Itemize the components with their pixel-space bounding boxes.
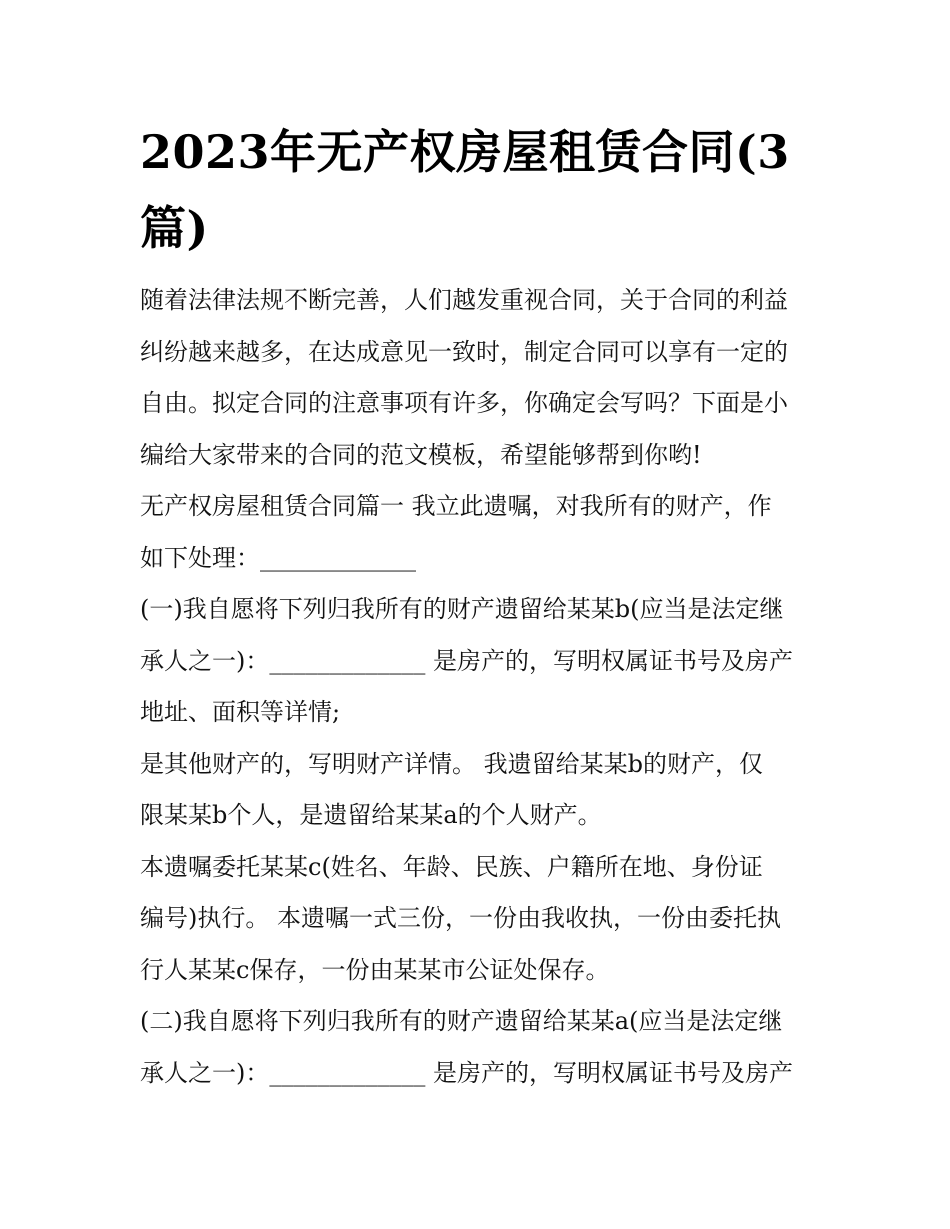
title-line-1: 2023年无产权房屋租赁合同(3 [140,125,790,179]
body-line: 编号)执行。 本遗嘱一式三份，一份由我收执，一份由委托执 [140,904,781,932]
body-line: 是其他财产的，写明财产详情。 我遗留给某某b的财产，仅 [140,749,763,778]
body-line: 随着法律法规不断完善，人们越发重视合同，关于合同的利益 [140,286,788,314]
body-line: (二)我自愿将下列归我所有的财产遗留给某某a(应当是法定继 [140,1007,783,1035]
body-line: 自由。拟定合同的注意事项有许多，你确定会写吗？下面是小 [140,389,788,417]
body-line: 本遗嘱委托某某c(姓名、年龄、民族、户籍所在地、身份证 [140,852,763,881]
body-line: 纠纷越来越多，在达成意见一致时，制定合同可以享有一定的 [140,337,788,366]
body-line: 地址、面积等详情; [140,698,341,726]
body-line: 如下处理：_____________ [140,543,416,572]
body-line: 行人某某c保存，一份由某某市公证处保存。 [140,955,610,984]
title-line-2: 篇) [140,201,209,255]
body-line: 限某某b个人，是遗留给某某a的个人财产。 [140,801,602,829]
body-line: 承人之一)：_____________ 是房产的，写明权属证书号及房产 [140,1058,793,1087]
document-title [140,114,820,266]
body-line: 编给大家带来的合同的范文模板，希望能够帮到你哟! [140,440,702,469]
body-line: 承人之一)：_____________ 是房产的，写明权属证书号及房产 [140,646,793,675]
body-line: 无产权房屋租赁合同篇一 我立此遗嘱，对我所有的财产，作 [140,492,772,520]
document-body [140,275,820,1099]
body-line: (一)我自愿将下列归我所有的财产遗留给某某b(应当是法定继 [140,595,784,623]
